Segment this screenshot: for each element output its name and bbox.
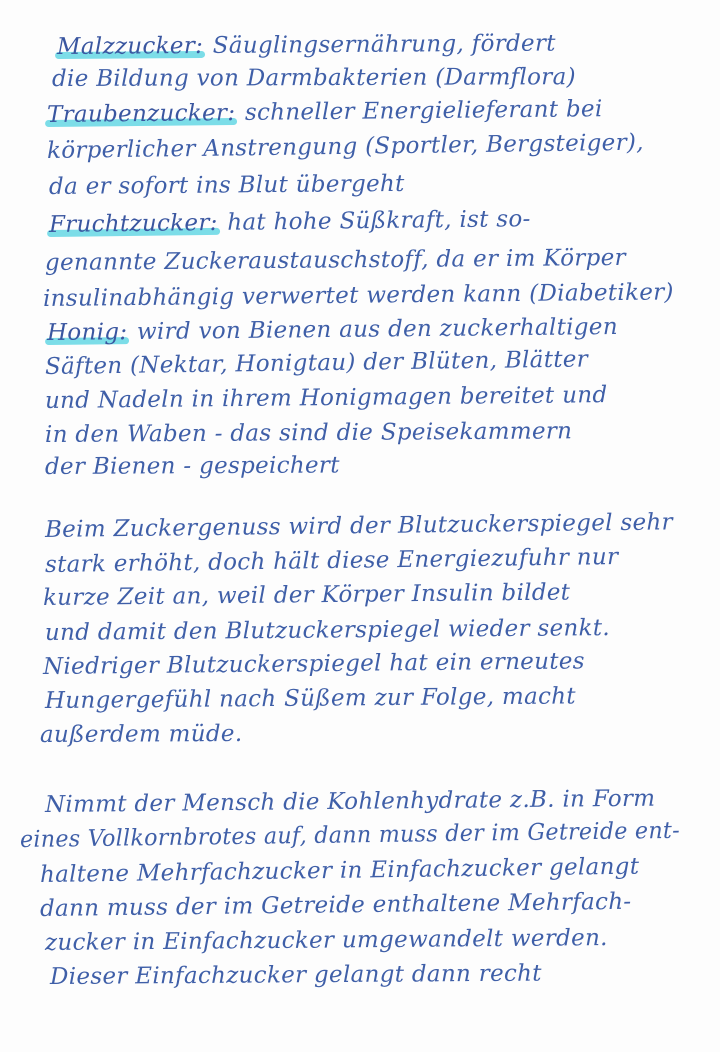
line-text: kurze Zeit an, weil der Körper Insulin bildet: [42, 579, 571, 611]
handwritten-line: [45, 542, 619, 580]
line-text: körperlicher Anstrengung (Sportler, Bergsteiger),: [46, 129, 644, 164]
line-text: dann muss der im Getreide enthaltene Mehrfach-: [39, 888, 632, 922]
line-text: wird von Bienen aus den zuckerhaltigen: [129, 314, 619, 346]
handwritten-line: [40, 887, 632, 924]
line-text: eines Vollkornbrotes auf, dann muss der im Getreide ent-: [19, 817, 681, 853]
handwritten-line: [45, 613, 610, 648]
handwritten-line: [45, 416, 572, 450]
line-text: stark erhöht, doch hält diese Energiezufuhr nur: [44, 543, 619, 578]
handwritten-line: [43, 646, 585, 682]
line-text: und damit den Blutzuckerspiegel wieder senkt.: [44, 615, 611, 646]
handwritten-line: [45, 923, 608, 958]
handwritten-line: [50, 959, 542, 992]
handwritten-line: [45, 784, 656, 820]
line-text: genannte Zuckeraustauschstoff, da er im Körper: [44, 244, 626, 276]
line-text: zucker in Einfachzucker umgewandelt werden.: [44, 925, 608, 956]
handwritten-line: [43, 277, 674, 314]
line-text: hat hohe Süßkraft, ist so-: [219, 206, 531, 236]
highlighted-term: Malzzucker:: [55, 31, 205, 62]
handwritten-line: [45, 312, 618, 348]
line-text: da er sofort ins Blut übergeht: [48, 170, 405, 200]
line-text: die Bildung von Darmbakterien (Darmflora): [51, 64, 576, 92]
handwritten-line: [45, 450, 340, 482]
highlighted-term: Honig:: [45, 317, 130, 348]
line-text: Säften (Nektar, Honigtau) der Blüten, Blätter: [44, 346, 589, 380]
line-text: außerdem müde.: [39, 720, 243, 748]
line-text: Niedriger Blutzuckerspiegel hat ein erneutes: [42, 648, 585, 680]
handwritten-line: [45, 507, 673, 545]
handwritten-line: [55, 29, 556, 62]
highlighted-term: Fruchtzucker:: [47, 208, 220, 240]
highlighted-term: Traubenzucker:: [45, 98, 238, 130]
handwritten-line: [45, 243, 626, 278]
handwritten-line: [20, 816, 680, 855]
line-text: Hungergefühl nach Süßem zur Folge, macht: [44, 683, 576, 714]
handwritten-line: [40, 719, 243, 750]
line-text: insulinabhängig verwertet werden kann (Diabetiker): [42, 279, 674, 312]
handwritten-line: [47, 128, 644, 166]
line-text: in den Waben - das sind die Speisekammern: [44, 418, 573, 448]
line-text: und Nadeln in ihrem Honigmagen bereitet und: [44, 382, 608, 414]
line-text: haltene Mehrfachzucker in Einfachzucker gelangt: [39, 853, 640, 888]
line-text: der Bienen - gespeichert: [44, 452, 340, 480]
line-text: Nimmt der Mensch die Kohlenhydrate z.B. in Form: [44, 785, 656, 818]
handwritten-line: [40, 852, 640, 890]
handwritten-line: [52, 62, 576, 94]
line-text: Säuglingsernährung, fördert: [205, 30, 556, 59]
handwritten-line: [45, 681, 576, 716]
handwritten-line: [49, 169, 405, 202]
handwritten-line: [45, 380, 608, 416]
handwritten-line: [43, 577, 571, 613]
handwritten-line: [47, 204, 531, 240]
line-text: Dieser Einfachzucker gelangt dann recht: [49, 960, 542, 990]
handwritten-line: [45, 94, 603, 130]
line-text: schneller Energielieferant bei: [237, 96, 603, 126]
handwritten-line: [45, 344, 588, 382]
line-text: Beim Zuckergenuss wird der Blutzuckerspiegel sehr: [44, 509, 674, 543]
